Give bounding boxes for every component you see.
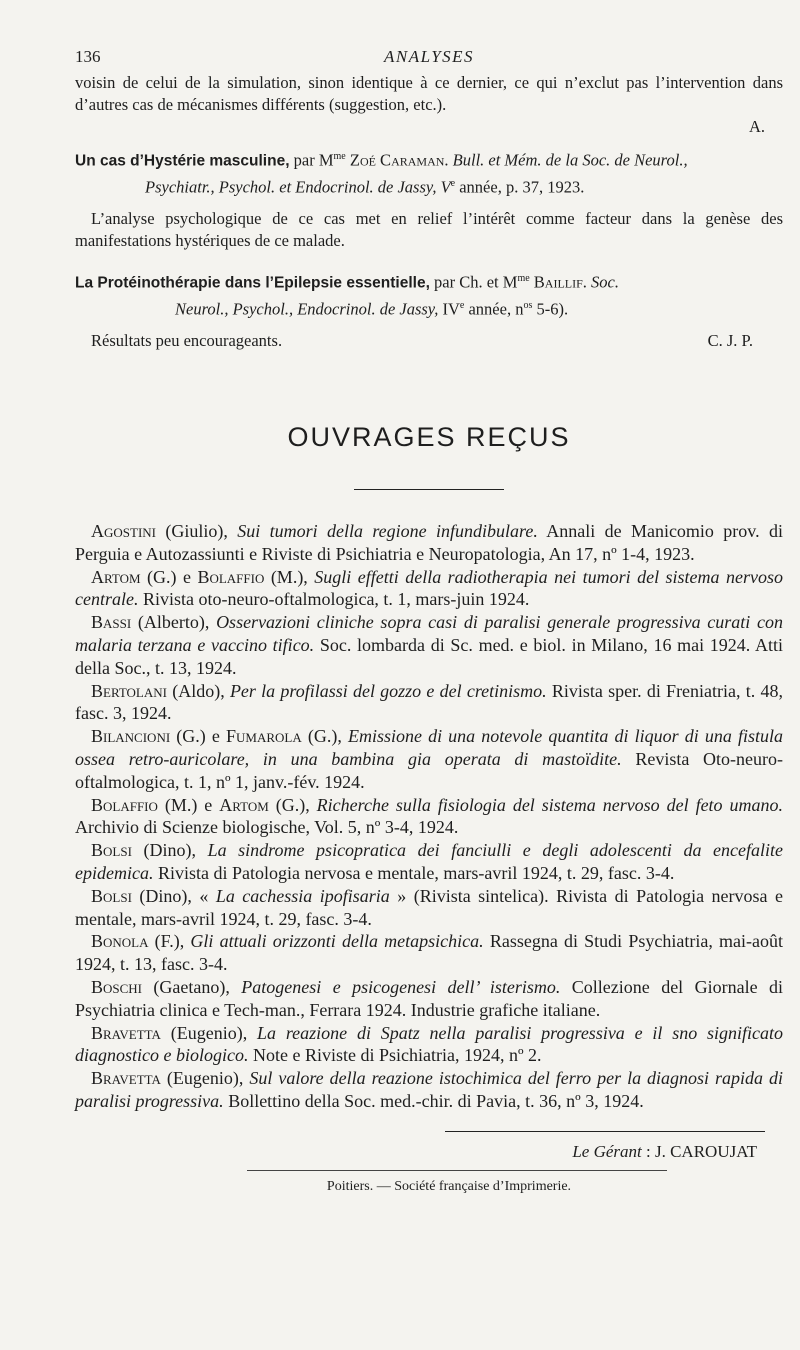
review-journal: Psychiatr., Psychol. et Endocrinol. de Jassy, V [145, 177, 451, 196]
review-title: Un cas d’Hystérie masculine, [75, 152, 290, 170]
list-item [75, 1067, 783, 1113]
list-item [75, 611, 783, 679]
entry-text: (Eugenio), [160, 1068, 250, 1089]
list-item [75, 885, 783, 931]
review-body: Résultats peu encourageants. [91, 331, 283, 350]
list-item [75, 1022, 783, 1068]
review-vol: IV [438, 299, 460, 318]
review-by-sup: me [517, 273, 530, 284]
entry-title: Per la profilassi del gozzo e del cretinismo. [229, 680, 547, 701]
section-title: OUVRAGES REÇUS [287, 422, 571, 452]
gerant-line [75, 1142, 783, 1162]
intro-signature: A. [748, 117, 765, 136]
entry-text: (F.), [148, 931, 191, 952]
entry-publication: Rivista di Patologia nervosa e mentale, mars-avril 1924, t. 29, fasc. 3-4. [153, 862, 675, 883]
section-rule [354, 489, 504, 490]
list-item [75, 566, 783, 612]
review-pages: 5-6). [532, 299, 569, 318]
entry-author: Agostini [91, 521, 156, 541]
entry-publication: Archivio di Scienze biologische, Vol. 5, nº 3-4, 1924. [75, 817, 459, 838]
entry-author: Artom [219, 794, 269, 815]
review-sup: e [459, 299, 465, 311]
review-source: Bull. et Mém. de la Soc. de Neurol., [452, 150, 688, 170]
entry-publication: Annali de Manicomio prov. di Perguia e Autozassiunti e Riviste di Psichiatria e Neuropatologia, An 17, nº 1-4, 1923. [75, 521, 783, 564]
review-by-sup: me [333, 151, 346, 162]
review-by: par Ch. et M [434, 272, 518, 292]
imprint-rule [247, 1170, 667, 1171]
gerant-name: : J. CAROUJAT [641, 1141, 757, 1161]
entry-author: Fumarola [226, 726, 302, 747]
review-journal: Neurol., Psychol., Endocrinol. de Jassy, [175, 299, 439, 318]
received-works-list [75, 520, 783, 1113]
entry-author: Bolsi [91, 840, 132, 861]
entry-author: Bravetta [91, 1022, 161, 1043]
review-title: La Protéinothérapie dans l’Epilepsie essentielle, [75, 274, 430, 292]
entry-text: (Dino), « [131, 885, 216, 906]
entry-text: (G.) e [140, 566, 198, 587]
entry-title: Sui tumori della regione infundibulare. [237, 521, 538, 541]
entry-title: La reazione di Spatz nella paralisi progressiva e il sno significato diagnostico e biologico. [75, 1022, 783, 1066]
entry-text: (M.), [264, 566, 315, 587]
entry-text: (G.), [268, 794, 317, 815]
entry-title: Sugli effetti della radiotherapia nei tumori del sistema nervoso centrale. [75, 566, 783, 610]
entry-title: Sul valore della reazione istochimica del ferro per la diagnosi rapida di paralisi progressiva. [75, 1068, 783, 1111]
review-author: Baillif. [533, 272, 587, 292]
entry-author: Bilancioni [91, 726, 171, 747]
list-item [75, 930, 783, 976]
entry-publication: Rassegna di Studi Psychiatria, mai-août 1924, t. 13, fasc. 3-4. [75, 931, 783, 975]
entry-text: (Dino), [131, 840, 208, 861]
list-item [75, 794, 783, 840]
entry-publication: Soc. lombarda di Sc. med. e biol. in Milano, 16 mai 1924. Atti della Soc., t. 13, 1924. [75, 634, 783, 678]
list-item [75, 976, 783, 1022]
entry-author: Bravetta [91, 1068, 161, 1089]
entry-author: Bolsi [91, 885, 132, 906]
entry-publication: Bollettino della Soc. med.-chir. di Pavia, t. 36, nº 3, 1924. [223, 1090, 644, 1111]
imprint: Poitiers. — Société française d’Imprimerie. [326, 1178, 572, 1194]
running-header [75, 42, 783, 72]
review-body-row [75, 330, 783, 352]
entry-text: (G.), [301, 726, 348, 747]
entry-text: (G.) e [170, 726, 226, 747]
entry-publication: Revista Oto-neuro-oftalmologica, t. 1, nº 1, janv.-fév. 1924. [75, 748, 783, 792]
entry-author: Bolaffio [197, 566, 265, 587]
review-signature: C. J. P. [707, 331, 753, 350]
review-body: L’analyse psychologique de ce cas met en relief l’intérêt comme facteur dans la genèse des manifestations hystériques de ce malade. [75, 209, 783, 250]
footer-rule [445, 1131, 765, 1132]
entry-text: (Giulio), [156, 521, 238, 541]
entry-publication: Note e Riviste di Psichiatria, 1924, nº 2. [248, 1045, 542, 1066]
list-item [75, 520, 783, 566]
entry-text: (Gaetano), [142, 976, 242, 997]
entry-text: (M.) e [157, 794, 220, 815]
entry-text: (Aldo), [166, 680, 230, 701]
review-heading [75, 268, 783, 295]
entry-text: (Eugenio), [160, 1022, 258, 1043]
entry-author: Artom [91, 566, 141, 587]
entry-title: Emissione di una notevole quantita di liquor di una fistula ossea retro-auricolare, in una bambina gia operata di mastoïdite. [75, 726, 783, 769]
review-entry [75, 146, 783, 252]
running-title: ANALYSES [383, 47, 475, 66]
entry-text: (Alberto), [131, 612, 217, 633]
entry-title: La sindrome psicopratica dei fanciulli e degli adolescenti da encefalite epidemica. [75, 840, 783, 883]
entry-author: Bolaffio [91, 794, 158, 815]
entry-author: Bonola [91, 931, 149, 952]
review-entry [75, 268, 783, 352]
gerant-label: Le Gérant [572, 1141, 642, 1161]
intro-paragraph: voisin de celui de la simulation, sinon identique à ce dernier, ce qui n’exclut pas l’intervention dans d’autres cas de mécanismes différents (suggestion, etc.). [75, 73, 783, 114]
entry-author: Bertolani [91, 680, 167, 701]
entry-publication: Rivista oto-neuro-oftalmologica, t. 1, mars-juin 1924. [138, 589, 530, 610]
entry-title: Osservazioni cliniche sopra casi di paralisi generale progressiva curati con malaria terzana e vaccino tifico. [75, 612, 783, 655]
entry-title: La cachessia ipofisaria [215, 885, 390, 906]
list-item [75, 839, 783, 885]
review-num: année, n [464, 299, 524, 318]
review-source-line [75, 295, 783, 321]
review-source: Soc. [591, 272, 619, 292]
review-by: par M [293, 150, 334, 170]
entry-author: Boschi [91, 976, 143, 997]
list-item [75, 680, 783, 726]
review-heading [75, 146, 783, 173]
review-year: année, p. 37, 1923. [455, 177, 585, 196]
entry-author: Bassi [91, 612, 132, 633]
entry-title: Patogenesi e psicogenesi dell’ isterismo. [241, 976, 561, 997]
page [75, 42, 783, 1195]
entry-publication: Collezione del Giornale di Psychiatria clinica e Tech-man., Ferrara 1924. Industrie grafiche italiane. [75, 976, 783, 1020]
entry-publication: Rivista sper. di Freniatria, t. 48, fasc. 3, 1924. [75, 680, 783, 724]
review-author: Zoé Caraman. [349, 150, 449, 170]
entry-title: Richerche sulla fisiologia del sistema nervoso del feto umano. [316, 794, 784, 815]
page-number: 136 [75, 47, 101, 66]
review-sup2: os [523, 299, 533, 311]
entry-publication: » (Rivista sintelica). Rivista di Patologia nervosa e mentale, mars-avril 1924, t. 29, fasc. 3-4. [75, 885, 783, 929]
list-item [75, 725, 783, 793]
review-source-line [75, 173, 783, 199]
entry-title: Gli attuali orizzonti della metapsichica. [190, 931, 484, 952]
review-sup: e [450, 177, 456, 189]
